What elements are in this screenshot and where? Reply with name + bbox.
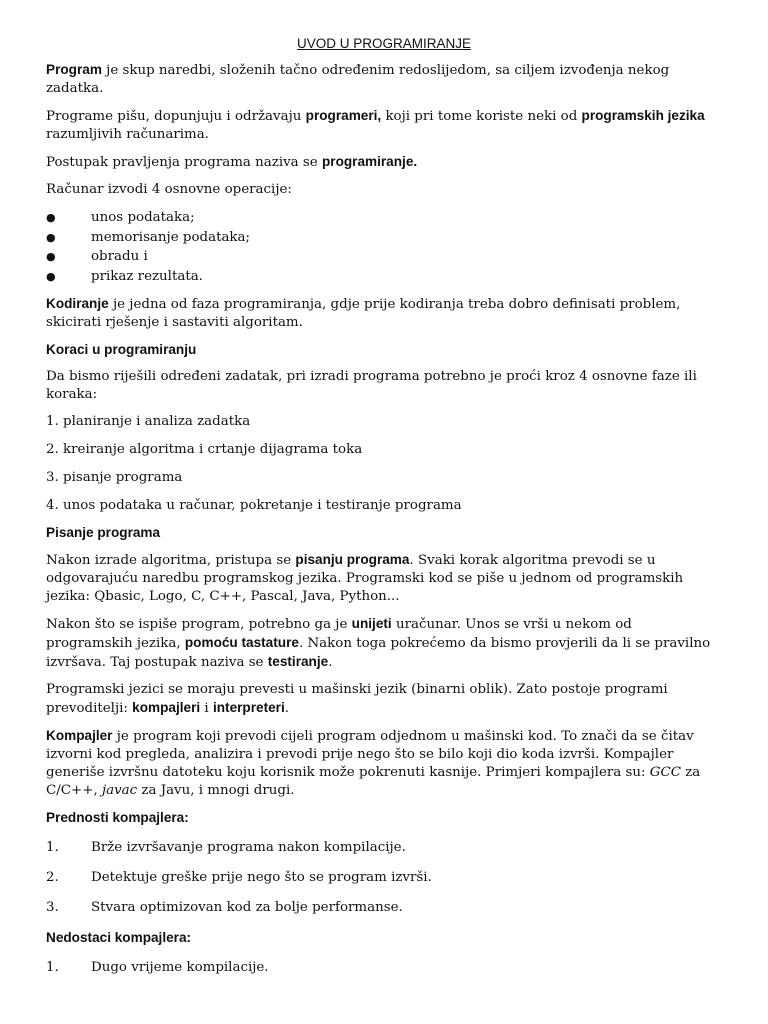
list-item [46, 228, 722, 248]
step-item: 1. planiranje i analiza zadatka [46, 414, 251, 429]
term-programmers: programeri, [305, 108, 382, 123]
operations-list [46, 208, 722, 286]
text: Programe pišu, dopunjuju i održavaju [46, 109, 306, 124]
document-page [46, 36, 722, 989]
step-item: 2. kreiranje algoritma i crtanje dijagrama toka [46, 442, 363, 457]
term-writing-program: pisanju programa [295, 552, 410, 567]
text: razumljivih računarima. [46, 127, 209, 142]
step-item: 3. pisanje programa [46, 470, 183, 485]
term-coding: Kodiranje [46, 296, 109, 311]
list-item-text: memorisanje podataka; [91, 229, 251, 245]
list-item-text: Detektuje greške prije nego što se program izvrši. [91, 870, 432, 885]
text: za C/C++, [46, 765, 701, 798]
text: . Nakon toga pokrećemo da bismo provjerili da li se pravilno izvršava. Taj postupak naziva se [46, 636, 711, 670]
list-item [46, 869, 722, 887]
text: koji pri tome koriste neki od [381, 109, 582, 124]
paragraph-compiler [46, 727, 722, 800]
paragraph-operations-intro: Računar izvodi 4 osnovne operacije: [46, 182, 292, 197]
heading-writing: Pisanje programa [46, 525, 161, 540]
text: Programski jezici se moraju prevesti u mašinski jezik (binarni oblik). Zato postoje programi prevoditelji: [46, 682, 668, 716]
text: uračunar. Unos se vrši u nekom od programskih jezika, [46, 617, 632, 651]
document-title: UVOD U PROGRAMIRANJE [296, 36, 472, 51]
text: . Svaki korak algoritma prevodi se u odgovarajuću naredbu programskog jezika. Programski kod se piše u jednom od programskih jezika: Qbasic, Logo, C, C++, Pascal, Java, Python... [46, 553, 684, 604]
list-item-text: unos podataka; [91, 210, 195, 225]
steps-list [46, 413, 722, 515]
list-item-text: Brže izvršavanje programa nakon kompilacije. [91, 840, 406, 855]
term-input: unijeti [351, 616, 392, 631]
term-testing: testiranje [267, 654, 329, 669]
term-programming-languages: programskih jezika [581, 108, 705, 123]
list-item [46, 208, 722, 228]
term-gcc: GCC [649, 765, 681, 780]
list-item [46, 899, 722, 917]
step-item: 4. unos podataka u računar, pokretanje i testiranje programa [46, 498, 462, 513]
text: je program koji prevodi cijeli program odjednom u mašinski kod. To znači da se čitav izvorni kod pregleda, analizira i prevodi prije nego što se bilo koji dio koda izvrši. Kompajler generiše izvršnu datoteku koju korisnik može pokrenuti kasnije. Primjeri kompajlera su: [46, 729, 694, 780]
list-number: 1. [46, 960, 59, 975]
term-javac: javac [101, 783, 138, 798]
paragraph-input-testing [46, 615, 722, 672]
bullet-icon: ● [46, 211, 56, 224]
text: Nakon izrade algoritma, pristupa se [46, 553, 296, 568]
list-item-text: obradu i [91, 249, 148, 264]
term-compilers: kompajleri [132, 700, 201, 715]
text: i [200, 701, 213, 716]
text: je skup naredbi, složenih tačno određenim redoslijedom, sa ciljem izvođenja nekog zadatka. [46, 63, 670, 96]
term-compiler: Kompajler [46, 728, 113, 743]
list-item [46, 247, 722, 267]
paragraph-coding [46, 295, 722, 332]
paragraph-translators [46, 681, 722, 718]
list-item-text: Dugo vrijeme kompilacije. [91, 960, 269, 975]
text: . [284, 701, 289, 716]
text: za Javu, i mnogi drugi. [137, 783, 295, 798]
paragraph-program-definition [46, 61, 722, 98]
list-item [46, 267, 722, 287]
advantages-list [46, 839, 722, 917]
bullet-icon: ● [46, 250, 56, 263]
heading-steps: Koraci u programiranju [46, 342, 197, 357]
heading-disadvantages: Nedostaci kompajlera: [46, 930, 192, 945]
heading-advantages: Prednosti kompajlera: [46, 810, 189, 825]
text: je jedna od faza programiranja, gdje prije kodiranja treba dobro definisati problem, skicirati rješenje i sastaviti algoritam. [46, 297, 681, 330]
list-item-text: prikaz rezultata. [91, 268, 203, 284]
paragraph-programming [46, 153, 722, 172]
list-number: 3. [46, 900, 59, 915]
paragraph-writing [46, 551, 722, 606]
bullet-icon: ● [46, 269, 56, 283]
bullet-icon: ● [46, 230, 56, 244]
term-programming: programiranje. [321, 154, 418, 169]
list-item-text: Stvara optimizovan kod za bolje performanse. [91, 900, 403, 915]
term-keyboard: pomoću tastature [184, 635, 299, 650]
paragraph-steps-intro: Da bismo riješili određeni zadatak, pri izradi programa potrebno je proći kroz 4 osnovne faze ili koraka: [46, 369, 697, 402]
list-number: 2. [46, 870, 59, 885]
disadvantages-list [46, 959, 722, 977]
text: Nakon što se ispiše program, potrebno ga je [46, 617, 352, 632]
list-number: 1. [46, 840, 59, 855]
term-program: Program [46, 62, 102, 77]
list-item [46, 959, 722, 977]
text: . [328, 655, 333, 670]
list-item [46, 839, 722, 857]
text: Postupak pravljenja programa naziva se [46, 155, 322, 170]
paragraph-programmers [46, 107, 722, 144]
term-interpreters: interpreteri [212, 700, 285, 715]
